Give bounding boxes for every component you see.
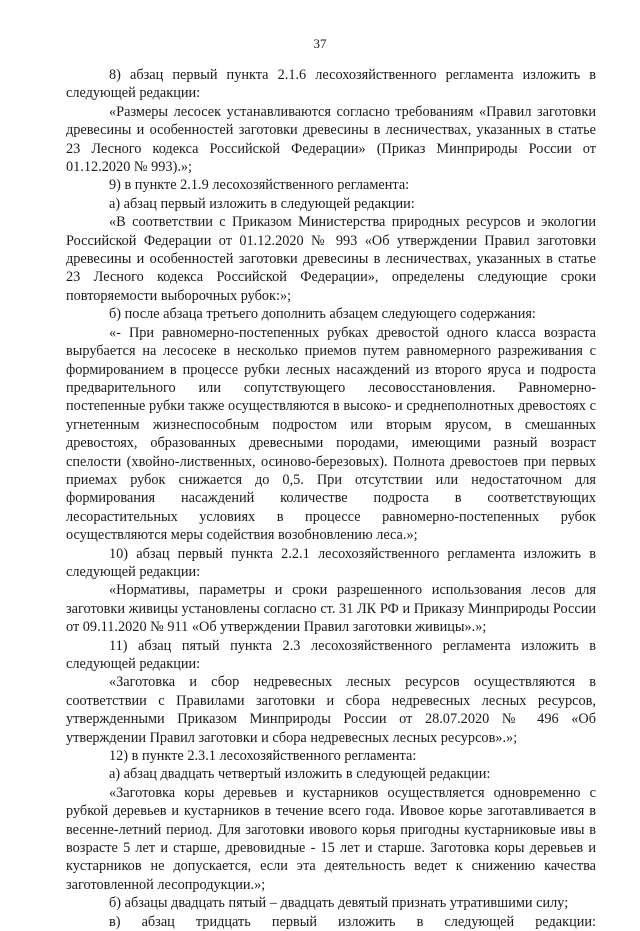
paragraph-item-12b: б) абзацы двадцать пятый – двадцать девятый признать утратившими силу; [109,895,569,912]
paragraph-quote-lesoseki: «Размеры лесосек устанавливаются согласно требованиям «Правил заготовки древесины и особенностей заготовки древесины в лесничествах, указанных в статье 23 Лесного кодекса Российской Федерации» (Приказ Минприроды России от 01.12.2020 № 993).»; [66,103,596,176]
paragraph-quote-kora: «Заготовка коры деревьев и кустарников осуществляется одновременно с рубкой деревьев и кустарников в течение всего года. Ивовое корье заготавливается в весенне-летний период. Для заготовки ивового корья пригодны кустарниковые ивы в возрасте 5 лет и старше, древовидные - 15 лет и старше. Заготовка коры деревьев и кустарников не допускается, если эта деятельность ведет к снижению качества заготовленной лесопродукции.»; [66,784,596,893]
paragraph-item-11: 11) абзац пятый пункта 2.3 лесохозяйственного регламента изложить в следующей редакции: [66,637,596,672]
paragraph-item-10: 10) абзац первый пункта 2.2.1 лесохозяйственного регламента изложить в следующей редакции: [66,545,596,580]
paragraph-quote-prikaz-993: «В соответствии с Приказом Министерства природных ресурсов и экологии Российской Федерации от 01.12.2020 № 993 «Об утверждении Правил заготовки древесины и особенностей заготовки древесины в лесничествах, указанных в статье 23 Лесного кодекса Российской Федерации», определены следующие сроки повторяемости выборочных рубок:»; [66,214,596,304]
paragraph-quote-rubki: «- При равномерно-постепенных рубках древостой одного класса возраста вырубается на лесосеке в несколько приемов путем равномерного разреживания с формированием в процессе рубки лесных насаждений из второго яруса и подроста предварительного или сопутствующего лесовосстановления. Равномерно-постепенные рубки также осуществляются в высоко- и среднеполнотных древостоях с угнетенным жизнеспособным подростом или вторым ярусом, в смешанных древостоях, образованных древесными породами, имеющими разный возраст спелости (хвойно-лиственных, осиново-березовых). Полнота древостоев при первых приемах рубок снижается до 0,5. При отсутствии или недостаточном для формирования насаждений количестве подроста в соответствующих лесорастительных условиях в процессе равномерно-постепенных рубок осуществляются меры содействия возобновлению леса.»; [66,324,596,544]
paragraph-item-12: 12) в пункте 2.3.1 лесохозяйственного регламента: [109,748,417,765]
paragraph-item-9b: б) после абзаца третьего дополнить абзацем следующего содержания: [109,306,536,323]
paragraph-item-12v: в) абзац тридцать первый изложить в следующей редакции: [109,913,596,930]
document-body [66,66,596,931]
paragraph-item-12a: а) абзац двадцать четвертый изложить в следующей редакции: [109,766,491,783]
page-number: 37 [313,36,327,51]
paragraph-quote-zhivica: «Нормативы, параметры и сроки разрешенного использования лесов для заготовки живицы установлены согласно ст. 31 ЛК РФ и Приказу Минприроды России от 09.11.2020 № 911 «Об утверждении Правил заготовки живицы».»; [66,582,596,636]
paragraph-quote-nedrevesnye: «Заготовка и сбор недревесных лесных ресурсов осуществляются в соответствии с Правилами заготовки и сбора недревесных лесных ресурсов, утвержденными Приказом Минприроды России от 28.07.2020 № 496 «Об утверждении Правил заготовки и сбора недревесных лесных ресурсов».»; [66,674,596,746]
paragraph-item-9a: а) абзац первый изложить в следующей редакции: [109,195,415,212]
paragraph-item-9: 9) в пункте 2.1.9 лесохозяйственного регламента: [109,177,410,194]
paragraph-item-8: 8) абзац первый пункта 2.1.6 лесохозяйственного регламента изложить в следующей редакции: [66,67,596,102]
